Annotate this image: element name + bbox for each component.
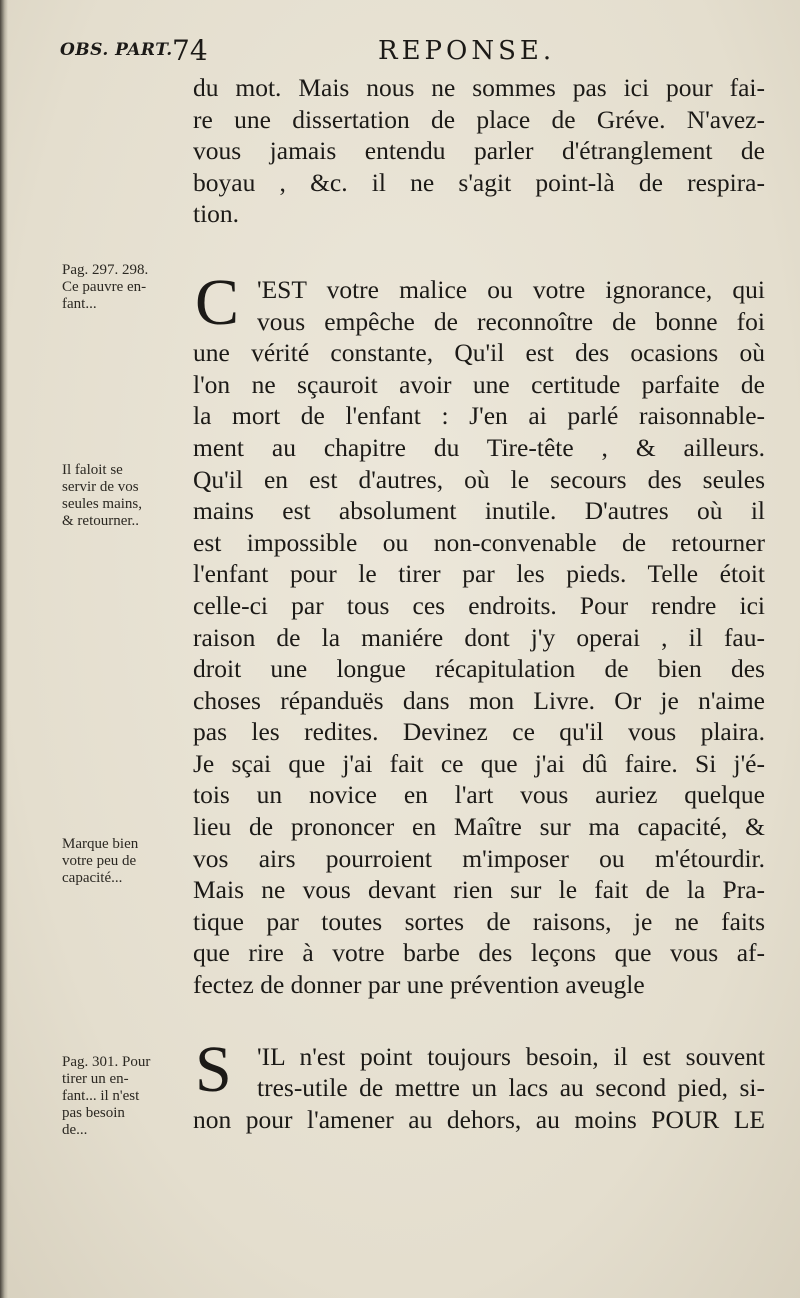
text-line: tres-utile de mettre un lacs au second pied, si- [257,1073,765,1103]
margin-note-line: servir de vos [62,479,139,495]
page-gutter-shadow [0,0,8,1298]
text-line: Mais ne vous devant rien sur le fait de la Pra- [193,875,765,905]
margin-note-line: tirer un en- [62,1071,129,1087]
text-line: l'on ne sçauroit avoir une certitude parfaite de [193,369,765,399]
text-line: est impossible ou non-convenable de retourner [193,527,765,557]
drop-cap: S [195,1032,232,1106]
running-header [60,34,760,74]
paragraph-1 [193,72,765,230]
text-line: droit une longue récapitulation de bien des [193,654,765,684]
text-line: la mort de l'enfant : J'en ai parlé raisonnable- [193,401,765,431]
text-line: re une dissertation de place de Gréve. N'avez- [193,104,765,134]
text-line: raison de la maniére dont j'y operai , il fau- [193,622,765,652]
text-line: celle-ci par tous ces endroits. Pour rendre ici [193,590,765,620]
margin-note-line: fant... il n'est [62,1088,140,1104]
text-line: vos airs pourroient m'imposer ou m'étourdir. [193,843,765,873]
paragraph-2 [193,265,765,1001]
text-line: 'EST votre malice ou votre ignorance, qui [257,274,765,304]
margin-note-line: Il faloit se [62,462,123,478]
margin-note-4 [62,1054,186,1139]
paragraph-3 [193,1032,765,1136]
header-title: REPONSE. [378,36,556,66]
margin-note-line: Pag. 301. Pour [62,1054,151,1070]
text-line: fectez de donner par une prévention aveugle [193,970,645,1000]
text-line: lieu de prononcer en Maître sur ma capacité, & [193,812,765,842]
text-line: choses répanduës dans mon Livre. Or je n'aime [193,685,765,715]
page-number: 74 [172,34,208,67]
margin-note-line: Marque bien [62,836,139,852]
text-line: tique par toutes sortes de raisons, je ne faits [193,906,765,936]
margin-note-line: pas besoin [62,1105,125,1121]
margin-note-line: & retourner.. [62,513,140,529]
text-line: Qu'il en est d'autres, où le secours des seules [193,464,765,494]
main-text [193,72,765,1135]
text-line: que rire à votre barbe des leçons que vous af- [193,938,765,968]
margin-note-line: Pag. 297. 298. [62,262,149,278]
text-line: vous jamais entendu parler d'étranglement de [193,136,765,166]
text-line: non pour l'amener au dehors, au moins POUR LE [193,1104,765,1134]
margin-note-line: seules mains, [62,496,142,512]
text-line: mains est absolument inutile. D'autres où il [193,496,765,526]
text-line: une vérité constante, Qu'il est des ocasions où [193,338,765,368]
text-line: 'IL n'est point toujours besoin, il est souvent [257,1041,765,1071]
margin-note-line: capacité... [62,870,123,886]
text-line: l'enfant pour le tirer par les pieds. Telle étoit [193,559,765,589]
text-line: Je sçai que j'ai fait ce que j'ai dû faire. Si j'é- [193,748,765,778]
text-line: tion. [193,199,240,229]
text-line: vous empêche de reconnoître de bonne foi [257,306,765,336]
drop-cap: C [195,265,240,339]
text-line: du mot. Mais nous ne sommes pas ici pour fai- [193,73,765,102]
text-line: ment au chapitre du Tire-tête , & ailleurs. [193,432,765,462]
header-section-label: OBS. PART. [60,40,173,60]
text-line: pas les redites. Devinez ce qu'il vous plaira. [193,717,765,747]
margin-note-2 [62,462,186,530]
text-line: boyau , &c. il ne s'agit point-là de respira- [193,167,765,197]
margin-note-line: Ce pauvre en- [62,279,147,295]
margin-note-line: de... [62,1122,88,1138]
margin-note-line: votre peu de [62,853,137,869]
text-line: tois un novice en l'art vous auriez quelque [193,780,765,810]
margin-note-1 [62,262,186,313]
margin-note-3 [62,836,186,887]
margin-note-line: fant... [62,296,97,312]
